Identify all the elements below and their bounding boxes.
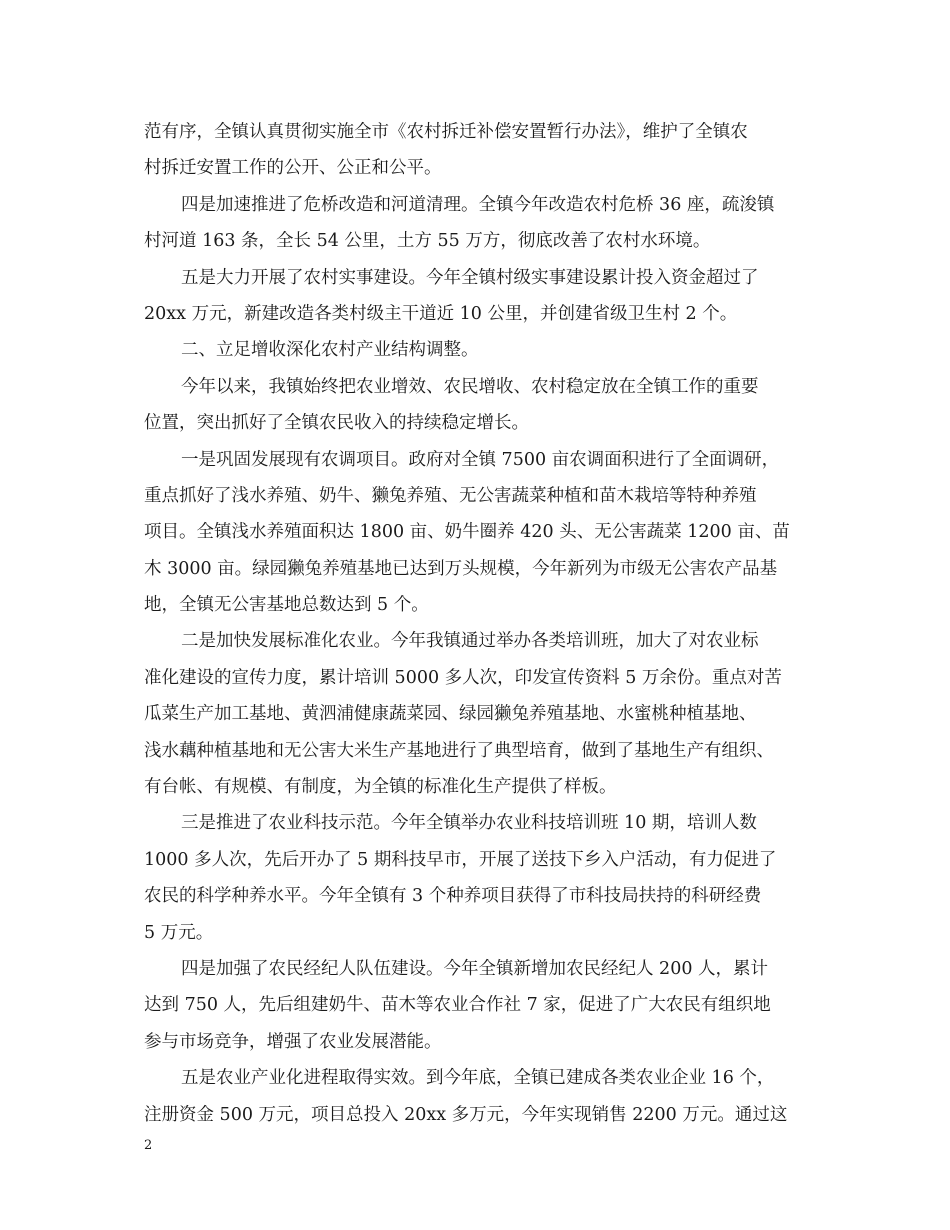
text-line: 项目。全镇浅水养殖面积达 1800 亩、奶牛圈养 420 头、无公害蔬菜 1200 亩、苗 xyxy=(144,522,790,543)
text-line: 农民的科学种养水平。今年全镇有 3 个种养项目获得了市科技局扶持的科研经费 xyxy=(144,886,762,907)
text-line: 1000 多人次，先后开办了 5 期科技早市，开展了送技下乡入户活动，有力促进了 xyxy=(144,849,777,870)
text-line: 村河道 163 条，全长 54 公里，土方 55 万方，彻底改善了农村水环境。 xyxy=(144,231,711,252)
text-line: 二、立足增收深化农村产业结构调整。 xyxy=(181,340,479,361)
text-line: 有台帐、有规模、有制度，为全镇的标准化生产提供了样板。 xyxy=(144,777,617,798)
text-line: 二是加快发展标准化农业。今年我镇通过举办各类培训班，加大了对农业标 xyxy=(181,631,759,652)
text-line: 木 3000 亩。绿园獭兔养殖基地已达到万头规模，今年新列为市级无公害农产品基 xyxy=(144,558,778,579)
text-line: 瓜菜生产加工基地、黄泗浦健康蔬菜园、绿园獭兔养殖基地、水蜜桃种植基地、 xyxy=(144,704,757,725)
text-line: 5 万元。 xyxy=(144,922,214,943)
page-number: 2 xyxy=(144,1138,153,1153)
text-line: 范有序，全镇认真贯彻实施全市《农村拆迁补偿安置暂行办法》，维护了全镇农 xyxy=(144,122,748,142)
text-line: 准化建设的宣传力度，累计培训 5000 多人次，印发宣传资料 5 万余份。重点对苦 xyxy=(144,667,782,688)
text-line: 一是巩固发展现有农调项目。政府对全镇 7500 亩农调面积进行了全面调研， xyxy=(181,449,780,470)
text-line: 今年以来，我镇始终把农业增效、农民增收、农村稳定放在全镇工作的重要 xyxy=(181,376,759,397)
text-line: 位置，突出抓好了全镇农民收入的持续稳定增长。 xyxy=(144,413,529,434)
text-line: 20xx 万元，新建改造各类村级主干道近 10 公里，并创建省级卫生村 2 个。 xyxy=(144,303,738,324)
text-line: 达到 750 人，先后组建奶牛、苗木等农业合作社 7 家，促进了广大农民有组织地 xyxy=(144,995,771,1016)
text-line: 浅水藕种植基地和无公害大米生产基地进行了典型培育，做到了基地生产有组织、 xyxy=(144,740,774,761)
text-line: 五是大力开展了农村实事建设。今年全镇村级实事建设累计投入资金超过了 xyxy=(181,267,759,288)
text-line: 三是推进了农业科技示范。今年全镇举办农业科技培训班 10 期，培训人数 xyxy=(181,813,757,834)
text-line: 参与市场竞争，增强了农业发展潜能。 xyxy=(144,1031,442,1052)
text-line: 村拆迁安置工作的公开、公正和公平。 xyxy=(144,158,442,179)
text-line: 地，全镇无公害基地总数达到 5 个。 xyxy=(144,595,429,616)
text-line: 四是加强了农民经纪人队伍建设。今年全镇新增加农民经纪人 200 人，累计 xyxy=(181,958,769,979)
text-line: 重点抓好了浅水养殖、奶牛、獭兔养殖、无公害蔬菜种植和苗木栽培等特种养殖 xyxy=(144,485,757,506)
text-line: 五是农业产业化进程取得实效。到今年底，全镇已建成各类农业企业 16 个， xyxy=(181,1068,775,1089)
text-line: 注册资金 500 万元，项目总投入 20xx 多万元，今年实现销售 2200 万元。通过这 xyxy=(144,1104,788,1125)
document-body xyxy=(144,114,806,1133)
text-line: 四是加速推进了危桥改造和河道清理。全镇今年改造农村危桥 36 座，疏浚镇 xyxy=(181,194,775,215)
